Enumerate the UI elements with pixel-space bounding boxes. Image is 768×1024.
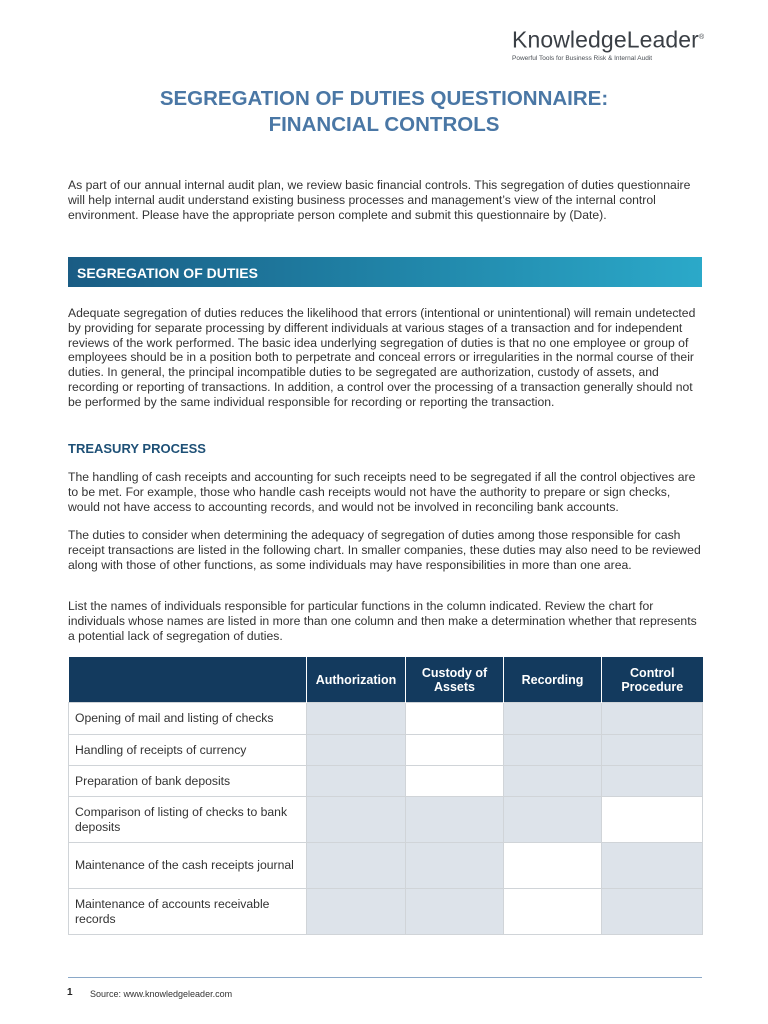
row-label: Handling of receipts of currency	[69, 735, 307, 766]
table-row	[69, 797, 703, 843]
column-header-recording: Recording	[504, 657, 602, 703]
table-row	[69, 889, 703, 935]
table-row	[69, 766, 703, 797]
cell-custody-of-assets[interactable]	[406, 843, 504, 889]
cell-authorization[interactable]	[307, 889, 406, 935]
treasury-paragraph-1: The handling of cash receipts and accounting for such receipts need to be segregated if all the control objectives are to be met. For example, those who handle cash receipts would not have the authority to prepare or sign checks, would not have access to accounting records, and would not be involved in reconciling bank accounts.	[68, 470, 696, 514]
footer-divider	[68, 977, 702, 978]
page-number: 1	[67, 987, 73, 998]
cell-control-procedure[interactable]	[602, 797, 703, 843]
cell-custody-of-assets[interactable]	[406, 889, 504, 935]
cell-recording[interactable]	[504, 703, 602, 735]
column-header-duty	[69, 657, 307, 703]
section-heading: SEGREGATION OF DUTIES	[77, 265, 258, 281]
intro-paragraph: As part of our annual internal audit plan, we review basic financial controls. This segregation of duties questionnaire will help internal audit understand existing business processes and management’s view of the internal control environment. Please have the appropriate person complete and submit this questionnaire by (Date).	[68, 178, 691, 222]
table-row	[69, 703, 703, 735]
cell-authorization[interactable]	[307, 766, 406, 797]
knowledgeleader-logo	[512, 24, 712, 62]
segregation-table	[68, 657, 703, 935]
cell-authorization[interactable]	[307, 735, 406, 766]
page-title-line-2: FINANCIAL CONTROLS	[268, 113, 500, 136]
table-header-row	[69, 657, 703, 703]
treasury-paragraph-2: The duties to consider when determining the adequacy of segregation of duties among those responsible for cash receipt transactions are listed in the following chart. In smaller companies, these duties may also need to be reviewed along with those of other functions, as some individuals may have responsibilities in more than one area.	[68, 528, 701, 572]
cell-recording[interactable]	[504, 797, 602, 843]
footer-source: Source: www.knowledgeleader.com	[90, 989, 233, 999]
cell-custody-of-assets[interactable]	[406, 735, 504, 766]
cell-authorization[interactable]	[307, 843, 406, 889]
column-header-authorization: Authorization	[307, 657, 406, 703]
row-label: Opening of mail and listing of checks	[69, 703, 307, 735]
cell-recording[interactable]	[504, 735, 602, 766]
page-title-line-1: SEGREGATION OF DUTIES QUESTIONNAIRE:	[159, 87, 609, 110]
cell-recording[interactable]	[504, 889, 602, 935]
cell-authorization[interactable]	[307, 797, 406, 843]
cell-recording[interactable]	[504, 766, 602, 797]
row-label: Maintenance of the cash receipts journal	[69, 843, 307, 889]
cell-control-procedure[interactable]	[602, 889, 703, 935]
cell-control-procedure[interactable]	[602, 735, 703, 766]
treasury-heading: TREASURY PROCESS	[68, 441, 206, 456]
logo-wordmark: KnowledgeLeader	[512, 26, 699, 53]
column-header-control-procedure: Control Procedure	[602, 657, 703, 703]
table-row	[69, 843, 703, 889]
row-label: Preparation of bank deposits	[69, 766, 307, 797]
cell-control-procedure[interactable]	[602, 843, 703, 889]
treasury-paragraph-3: List the names of individuals responsible for particular functions in the column indicated. Review the chart for individuals whose names are listed in more than one column and then make a determination whether that represents a potential lack of segregation of duties.	[68, 599, 697, 643]
row-label: Comparison of listing of checks to bank deposits	[69, 797, 307, 843]
row-label: Maintenance of accounts receivable records	[69, 889, 307, 935]
logo-tagline: Powerful Tools for Business Risk & Internal Audit	[512, 54, 653, 62]
cell-custody-of-assets[interactable]	[406, 703, 504, 735]
cell-control-procedure[interactable]	[602, 766, 703, 797]
column-header-custody-of-assets: Custody of Assets	[406, 657, 504, 703]
logo-trademark: ®	[698, 34, 705, 41]
cell-custody-of-assets[interactable]	[406, 797, 504, 843]
section-header-bar	[68, 257, 702, 287]
cell-control-procedure[interactable]	[602, 703, 703, 735]
table-row	[69, 735, 703, 766]
section-body-paragraph: Adequate segregation of duties reduces the likelihood that errors (intentional or unintentional) will remain undetected by providing for separate processing by different individuals at various stages of a transaction and for independent reviews of the work performed. The basic idea underlying segregation of duties is that no one employee or group of employees should be in a position both to perpetrate and conceal errors or irregularities in the normal course of their duties. In general, the principal incompatible duties to be segregated are authorization, custody of assets, and recording or reporting of transactions. In addition, a control over the processing of a transaction generally should not be performed by the same individual responsible for recording or reporting the transaction.	[68, 306, 696, 409]
cell-recording[interactable]	[504, 843, 602, 889]
cell-custody-of-assets[interactable]	[406, 766, 504, 797]
cell-authorization[interactable]	[307, 703, 406, 735]
page-title	[0, 86, 768, 138]
